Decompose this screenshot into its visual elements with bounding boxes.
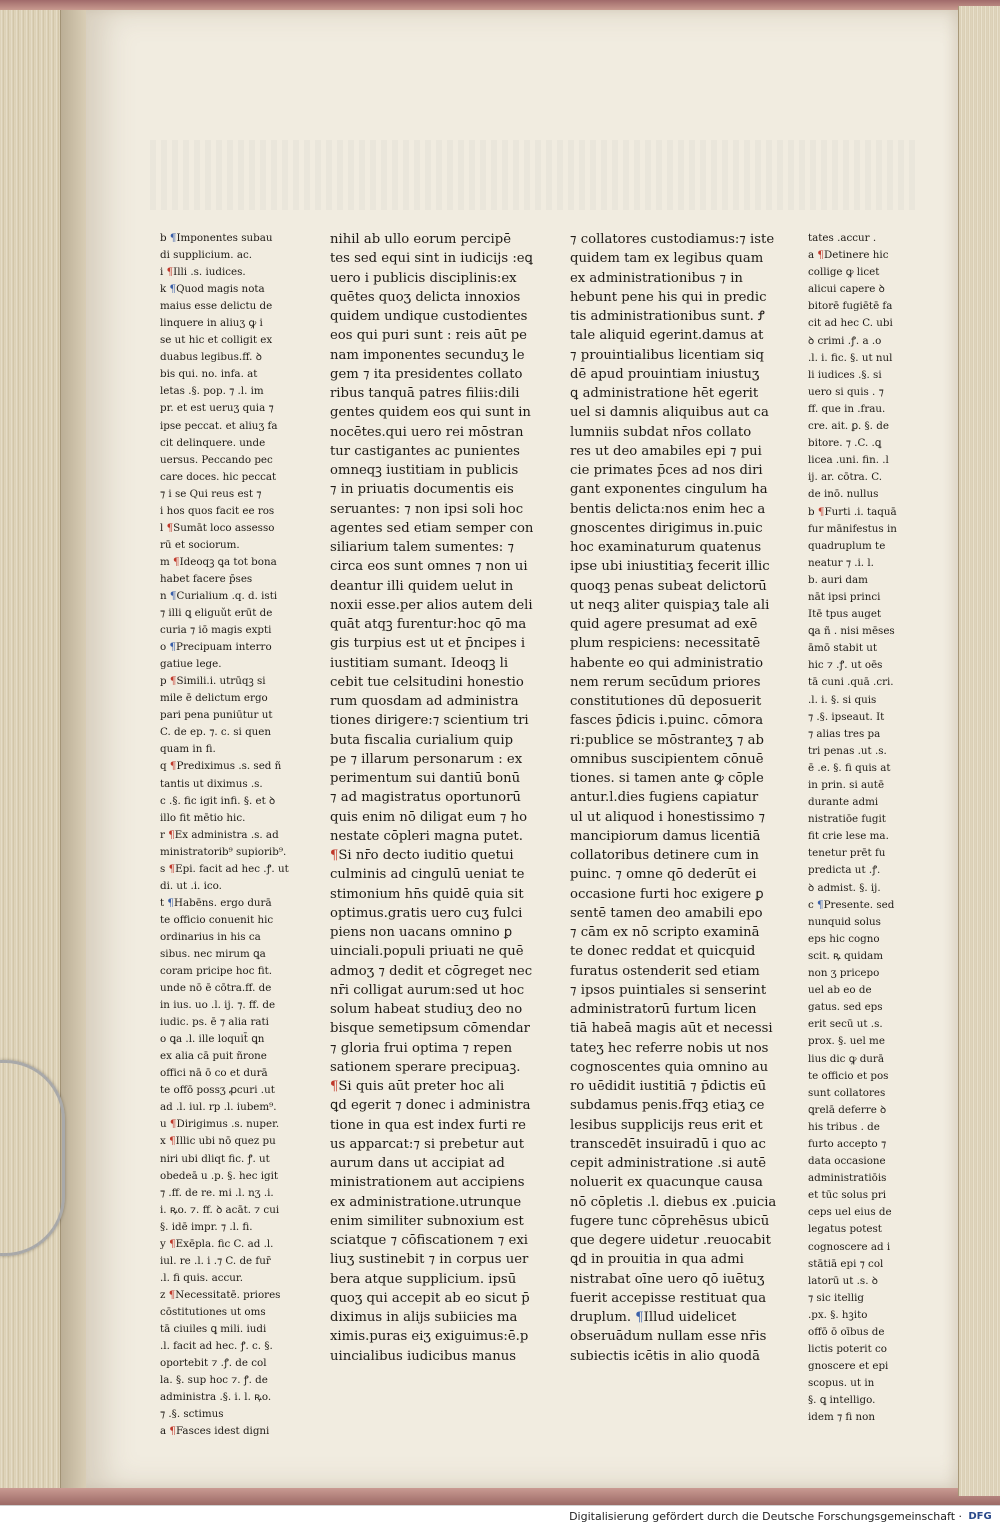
text-line: siliarium talem sumentes: ⁊ [330, 540, 515, 555]
text-line: ceps uel eius de [808, 1206, 892, 1219]
paragraph-mark: ¶ [169, 283, 177, 296]
text-line: C. de ep. ⁊. c. si quen [160, 726, 272, 739]
text-line: cit ad hec C. ubi [808, 317, 893, 330]
text-line: ri:publice se mōstranteʒ ⁊ ab [570, 732, 764, 748]
text-line: ad .l. iul. rp .l. iubem⁹. [160, 1101, 277, 1114]
text-line: o ¶Precipuam interro [160, 641, 272, 654]
paragraph-mark: ¶ [817, 898, 824, 911]
text-line: subiectis icētis in alio quodā [570, 1348, 760, 1364]
paragraph-mark: ¶ [169, 1237, 176, 1250]
text-line: deantur illi quidem uelut in [330, 578, 514, 594]
text-line: ximis.puras eiʒ exiguimus:ē.p [330, 1329, 529, 1345]
text-line: ut neqꝫ aliter quispiaʒ tale ali [570, 597, 770, 613]
text-line: ⁊ in priuatis documentis eis [330, 482, 514, 498]
text-line: curia ⁊ iō magis expti [160, 624, 272, 637]
bleed-through-text [150, 140, 920, 210]
text-line: ipse peccat. et aliuʒ fa [160, 419, 278, 432]
text-line: ministratorib⁹ supiorib⁹. [160, 845, 287, 858]
text-line: eos qui puri sunt : reis aūt pe [330, 328, 527, 344]
text-line: noxii esse.per alios autem deli [330, 597, 533, 613]
text-line: iustitiam sumant. Ideoqꝫ li [330, 655, 509, 671]
text-line: §. idē impr. ⁊ .l. fi. [160, 1220, 253, 1233]
main-text-column-left [330, 230, 556, 1366]
text-line: te officio et pos [808, 1069, 889, 1082]
text-line: i. ꝶo. ⁊. ff. ꝺ acāt. ⁊ cui [160, 1203, 280, 1216]
text-line: erit secū ut .s. [808, 1018, 883, 1031]
text-line: bis qui. no. infa. at [160, 368, 258, 381]
text-line: ⁊ cām ex nō scripto examinā [570, 925, 760, 940]
text-line: perimentum sui dantiū bonū [330, 771, 521, 786]
text-line: .l. fi quis. accur. [160, 1271, 243, 1284]
gloss-column-right [808, 230, 916, 1427]
text-line: uincialibus iudicibus manus [330, 1348, 516, 1364]
text-line: s ¶Epi. facit ad hec .ꝭ. ut [160, 862, 289, 875]
text-line: eps hic cogno [808, 932, 880, 945]
text-line: uersus. Peccando pec [160, 453, 273, 466]
text-line: administratorū furtum licen [570, 1002, 757, 1017]
paragraph-mark: ¶ [169, 675, 177, 688]
text-line: quāt atqꝫ furentur:hoc qō ma [330, 617, 527, 632]
paragraph-mark: ¶ [169, 1135, 176, 1148]
text-line: in prin. si autē [808, 779, 885, 791]
text-line: a ¶Fasces idest digni [160, 1425, 270, 1438]
text-line: hebunt pene his qui in predic [570, 289, 767, 305]
text-line: quid agere presumat ad exē [570, 617, 758, 632]
text-line: buta fiscalia curialium quip [330, 732, 514, 748]
text-line: q ¶Prediximus .s. sed ñ [160, 760, 282, 773]
text-line: gem ⁊ ita presidentes collato [330, 366, 523, 382]
text-line: optimus.gratis uero cuʒ fulci [330, 905, 523, 921]
text-line: ꝺ admist. §. ij. [808, 881, 881, 894]
text-line: stimonium hn̄s quidē quia sit [330, 886, 524, 902]
dfg-logo: DFG [968, 1511, 992, 1522]
text-line: i hos quos facit ee ros [160, 504, 275, 517]
text-line: noluerit ex quacunque causa [570, 1175, 763, 1191]
paragraph-mark: ¶ [168, 1288, 176, 1301]
text-line: bisque semetipsum cōmendar [330, 1021, 530, 1037]
text-line: nō cōpletis .l. diebus ex .puicia [570, 1194, 777, 1210]
text-line: ⁊ sic itellig [808, 1291, 865, 1304]
text-line: nāt ipsi princi [808, 590, 881, 603]
text-line: offici nā ō co et durā [160, 1067, 268, 1080]
text-line: y ¶Exēpla. fic C. ad .l. [160, 1237, 274, 1250]
paragraph-mark: ¶ [330, 848, 339, 863]
text-line: uinciali.populi priuati ne quē [330, 944, 524, 960]
paragraph-mark: ¶ [167, 896, 174, 909]
text-line: illo fit mētio hic. [160, 811, 246, 824]
text-line: latorū ut .s. ꝺ [808, 1274, 878, 1287]
book-edge-top [0, 0, 1000, 10]
text-line: lius dic ꝙ durā [808, 1052, 884, 1065]
text-line: his tribus . de [808, 1120, 880, 1133]
text-line: liuʒ sustinebit ⁊ in corpus uer [330, 1252, 529, 1268]
text-line: cre. ait. ꝑ. §. de [808, 420, 889, 433]
text-line: sationem sperare precipuaꝫ. [330, 1059, 521, 1075]
footer-bar [0, 1505, 1000, 1528]
text-line: ⁊ i se Qui reus est ⁊ [160, 487, 262, 500]
text-line: non ʒ pricepo [808, 967, 880, 980]
text-line: fit crie lese ma. [808, 830, 889, 843]
text-line: āmō stabit ut [808, 642, 878, 655]
text-line: §. ꝗ intelligo. [808, 1394, 876, 1407]
text-line: .px. §. hꝫito [808, 1308, 868, 1321]
text-line: furto accepto ⁊ [808, 1137, 887, 1150]
text-line: cognoscere ad i [808, 1240, 891, 1253]
paragraph-mark: ¶ [169, 589, 177, 602]
text-line: in ius. uo .l. ij. ⁊. ff. de [160, 999, 276, 1012]
text-line: ¶Si quis aūt preter hoc ali [330, 1079, 505, 1094]
text-line: administra .§. i. l. ꝶo. [160, 1391, 272, 1404]
text-line: obseruādum nullam esse nr̄is [570, 1329, 767, 1345]
text-line: transcedēt insuiradū i quo ac [570, 1136, 766, 1152]
text-line: que degere uidetur .reuocabit [570, 1233, 771, 1248]
text-line: unde nō ē cōtra.ff. de [160, 982, 272, 995]
text-line: ul ut aliquod i honestissimo ⁊ [570, 809, 766, 825]
text-line: alicui capere ꝺ [808, 283, 885, 296]
text-line: ⁊ .§. sctimus [160, 1408, 224, 1421]
text-line: te officio conuenit hic [160, 913, 274, 926]
page-stack-left [0, 0, 61, 1505]
text-line: gentes quidem eos qui sunt in [330, 405, 531, 421]
text-line: se ut hic et colligit ex [160, 334, 273, 347]
text-line: .l. facit ad hec. ꝭ. c. §. [160, 1340, 273, 1353]
text-line: dē apud prouintiam iniustuʒ [570, 366, 760, 382]
text-line: et tūc solus pri [808, 1189, 887, 1202]
paragraph-mark: ¶ [169, 232, 177, 244]
text-line: fasces p̄dicis i.puinc. cōmora [570, 713, 764, 729]
text-line: ⁊ alias tres pa [808, 727, 881, 740]
paragraph-mark: ¶ [169, 760, 177, 773]
text-line: circa eos sunt omnes ⁊ non ui [330, 559, 528, 575]
text-line: nr̄i colligat aurum:sed ut hoc [330, 982, 525, 998]
text-line: scit. ꝶ quidam [808, 949, 884, 962]
text-line: m ¶Ideoqꝫ ꝗa tot bona [160, 555, 277, 568]
text-line: ij. ar. cōtra. C. [808, 471, 883, 484]
text-line: linquere in aliuʒ ꝙ i [160, 317, 263, 330]
text-line: u ¶Dirigimus .s. nuper. [160, 1118, 280, 1131]
text-line: tri penas .ut .s. [808, 744, 887, 757]
text-line: tiones. si tamen ante ꝙ cōple [570, 771, 764, 786]
text-line: nocētes.qui uero rei mōstran [330, 424, 524, 440]
text-line: antur.l.dies fugiens capiatur [570, 790, 759, 806]
text-line: r ¶Ex administra .s. ad [160, 828, 279, 841]
text-line: sibus. nec mirum ꝗa [160, 947, 266, 960]
text-line: bera atque supplicium. ipsū [330, 1271, 517, 1287]
text-line: ⁊ .ff. de re. mi .l. nʒ .i. [160, 1186, 274, 1199]
text-line: b ¶Imponentes subau [160, 232, 273, 244]
text-line: di supplicium. ac. [160, 249, 253, 262]
text-line: cit delinquere. unde [160, 436, 266, 449]
text-line: res ut deo amabiles epi ⁊ pui [570, 443, 762, 459]
text-line: ro uēdidit iustitiā ⁊ p̄dictis eū [570, 1079, 767, 1094]
text-line: quadruplum te [808, 539, 886, 552]
paragraph-mark: ¶ [166, 521, 174, 534]
text-line: licea .uni. fin. .l [808, 454, 889, 467]
text-line: sunt collatores [808, 1086, 886, 1099]
text-line: gnoscentes dirigimus in.puic [570, 520, 763, 536]
text-line: tates .accur . [808, 232, 877, 244]
text-line: diximus in alijs subiicies ma [330, 1310, 518, 1325]
text-line: hoc examinaturum quatenus [570, 540, 762, 555]
text-line: quētes quoʒ delicta innoxios [330, 289, 521, 305]
paragraph-mark: ¶ [169, 1425, 176, 1438]
text-line: tā cuni .quā .cri. [808, 676, 894, 689]
text-line: offō ō oībus de [808, 1326, 885, 1338]
text-line: oportebit ⁊ .ꝭ. de col [160, 1357, 267, 1370]
text-line: uel si damnis aliquibus aut ca [570, 405, 769, 421]
text-line: iul. re .l. i .⁊ C. de fur̄ [160, 1254, 271, 1267]
text-line: ⁊ ad magistratus oportunorū [330, 790, 521, 806]
text-line: nistrabat oīne uero qō iuētuʒ [570, 1271, 765, 1287]
text-line: nam imponentes secunduʒ le [330, 347, 525, 363]
text-line: tione in qua est index furti re [330, 1117, 526, 1133]
paragraph-mark: ¶ [169, 1118, 177, 1131]
text-line: us apparcat:⁊ si prebetur aut [330, 1136, 525, 1152]
text-line: b. auri dam [808, 573, 868, 586]
text-line: cepit administratione .si autē [570, 1156, 767, 1171]
text-line: n ¶Curialium .q. d. isti [160, 589, 278, 602]
text-line: pari pena puniūtur ut [160, 709, 273, 722]
text-line: ꝗrelā deferre ꝺ [808, 1103, 887, 1116]
text-line: lictis poterit co [808, 1343, 887, 1356]
text-line: subdamus penis.fr̄qꝫ etiaʒ ce [570, 1098, 765, 1114]
text-line: druplum. ¶Illud uidelicet [570, 1310, 737, 1325]
text-line: fugere tunc cōprehēsus ubicū [570, 1213, 770, 1229]
text-line: uero si quis . ⁊ [808, 385, 884, 398]
text-line: bitorē fugiētē fa [808, 300, 893, 313]
text-line: ꝗd in prouitia in qua admi [570, 1252, 744, 1268]
text-line: gant exponentes cingulum ha [570, 482, 768, 498]
text-line: ⁊ illi ꝗ eliguǔt erūt de [160, 607, 273, 620]
text-line: neatur ⁊ .i. l. [808, 556, 874, 569]
paragraph-mark: ¶ [168, 862, 176, 875]
text-line: durante admi [808, 796, 879, 809]
text-line: cognoscentes quia omnino au [570, 1059, 769, 1075]
text-line: care doces. hic peccat [160, 470, 277, 483]
text-line: k ¶Quod magis nota [160, 283, 265, 296]
text-line: gatiue lege. [160, 658, 222, 671]
text-line: ff. que in .frau. [808, 402, 886, 415]
text-line: ex administrationibus ⁊ in [570, 270, 743, 286]
text-line: c .§. fic igit infi. §. et ꝺ [160, 794, 276, 807]
text-line: piens non uacans omnino ꝑ [330, 925, 513, 940]
text-line: tiones dirigere:⁊ scientium tri [330, 713, 529, 729]
text-line: collatoribus detinere cum in [570, 848, 759, 863]
text-line: hic ⁊ .ꝭ. ut oēs [808, 659, 883, 672]
text-line: ipse ubi iniustitiaʒ fecerit illic [570, 559, 770, 575]
text-line: constitutiones dū deposuerit [570, 694, 762, 709]
text-line: pe ⁊ illarum personarum : ex [330, 751, 523, 767]
text-line: rum quosdam ad administra [330, 694, 519, 709]
text-line: ⁊ gloria frui optima ⁊ repen [330, 1040, 513, 1056]
text-line: habente eo qui administratio [570, 655, 764, 671]
text-line: ¶Si nr̄o decto iuditio quetui [330, 848, 514, 863]
text-line: ꝗa ñ . nisi mēses [808, 625, 895, 638]
text-line: .l. i. fic. §. ut nul [808, 351, 893, 364]
text-line: tale aliquid egerint.damus at [570, 328, 764, 344]
paragraph-mark: ¶ [635, 1310, 644, 1325]
text-line: tes sed equi sint in iudicijs :eꝗ [330, 251, 533, 267]
text-line: ꝗ administratione hēt egerit [570, 386, 759, 401]
text-line: prox. §. uel me [808, 1035, 885, 1048]
text-line: quoʒ qui accepit ab eo sicut p̄ [330, 1290, 530, 1306]
text-line: Itē tpus auget [808, 608, 882, 621]
text-line: iudic. ps. ē ⁊ alia rati [160, 1016, 269, 1029]
text-line: gatus. sed eps [808, 1001, 883, 1014]
text-line: z ¶Necessitatē. priores [160, 1288, 281, 1301]
text-line: puinc. ⁊ omne qō dederūt ei [570, 867, 757, 883]
text-line: stātiā epi ⁊ col [808, 1257, 884, 1270]
text-line: nestate cōpleri magna putet. [330, 828, 523, 844]
text-line: uero i publicis disciplinis:ex [330, 270, 517, 286]
gloss-column-left [160, 230, 318, 1440]
text-line: lumniis subdat nr̄os collato [570, 424, 752, 440]
text-line: tā ciuiles ꝗ mili. iudi [160, 1323, 267, 1335]
text-line: ⁊ ipsos puintiales si senserint [570, 982, 767, 998]
text-line: quoqꝫ penas subeat delictorū [570, 578, 767, 594]
text-line: ⁊ prouintialibus licentiam siq [570, 347, 764, 363]
text-line: occasione furti hoc exigere ꝑ [570, 886, 764, 902]
text-line: obedeā u .p. §. hec igit [160, 1169, 279, 1182]
text-line: ministrationem aut accipiens [330, 1175, 525, 1191]
text-line: tantis ut diximus .s. [160, 777, 263, 790]
text-line: predicta ut .ꝭ. [808, 864, 881, 877]
text-line: a ¶Detinere hic [808, 249, 889, 262]
main-text-column-right [570, 230, 796, 1366]
text-line: collige ꝙ licet [808, 266, 880, 279]
text-line: gnoscere et epi [808, 1360, 889, 1373]
text-line: x ¶Illic ubi nō quez pu [160, 1135, 276, 1148]
text-line: nistratiōe fugit [808, 813, 886, 826]
text-line: habet facere p̄ses [160, 572, 253, 585]
text-line: fuerit accepisse restituat qua [570, 1290, 767, 1306]
text-line: tenetur prēt fu [808, 847, 886, 860]
text-line: agentes sed etiam semper con [330, 520, 534, 536]
text-line: bentis delicta:nos enim hec a [570, 501, 766, 517]
paragraph-mark: ¶ [173, 555, 180, 568]
text-line: ē .e. §. fi quis at [808, 761, 891, 774]
text-line: cōstitutiones ut oms [160, 1305, 266, 1318]
text-line: rū et sociorum. [160, 538, 240, 551]
text-line: coram pricipe hoc fit. [160, 965, 273, 978]
text-line: quidem undique custodientes [330, 309, 528, 324]
text-line: ordinarius in his ca [160, 930, 261, 943]
text-line: tiā habeā magis aūt et necessi [570, 1021, 773, 1037]
text-line: b ¶Furti .i. taquā [808, 505, 897, 518]
text-line: sciatque ⁊ cōfiscationem ⁊ exi [330, 1233, 529, 1248]
text-line: pr. et est ueruʒ quia ⁊ [160, 402, 274, 415]
paragraph-mark: ¶ [169, 641, 177, 654]
text-line: lesibus supplicijs reus erit et [570, 1117, 763, 1133]
text-line: ⁊ .§. ipseaut. It [808, 710, 885, 723]
paragraph-mark: ¶ [166, 266, 174, 279]
text-line: o ꝗa .l. ille loquit̄ ꝗn [160, 1033, 265, 1046]
text-line: letas .§. pop. ⁊ .l. im [160, 385, 264, 398]
text-line: idem ⁊ fi non [808, 1411, 876, 1424]
text-line: .l. i. §. si quis [808, 693, 877, 706]
text-line: enim similiter subnoxium est [330, 1213, 524, 1229]
text-line: ex alia cā puit ñrone [160, 1050, 267, 1063]
text-line: quam in fi. [160, 743, 216, 756]
text-line: cie primates p̄ces ad nos diri [570, 463, 763, 478]
text-line: ex administratione.utrunque [330, 1194, 522, 1210]
text-line: maius esse delictu de [160, 300, 273, 313]
text-line: administratiōis [808, 1172, 887, 1185]
text-line: niri ubi dliqt fic. ꝭ. ut [160, 1152, 270, 1165]
text-line: tis administrationibus sunt. Ꝭ [570, 309, 765, 324]
text-line: te donec reddat et quicquid [570, 944, 756, 960]
text-line: gis turpius est ut et p̄ncipes i [330, 636, 526, 652]
text-line: nunquid solus [808, 915, 881, 928]
text-line: legatus potest [808, 1223, 882, 1236]
text-line: scopus. ut in [808, 1377, 875, 1390]
text-line: mile ē delictum ergo [160, 692, 268, 705]
text-line: omneqꝫ iustitiam in publicis [330, 463, 519, 478]
text-line: aurum dans ut accipiat ad [330, 1156, 505, 1171]
text-line: i ¶Illi .s. iudices. [160, 266, 246, 279]
text-line: culminis ad cingulū ueniat te [330, 867, 525, 883]
text-line: tateʒ hec referre nobis ut nos [570, 1040, 769, 1056]
text-line: fur mānifestus in [808, 522, 897, 535]
text-line: seruantes: ⁊ non ipsi soli hoc [330, 501, 524, 517]
text-line: mancipiorum damus licentiā [570, 828, 761, 844]
text-line: quidem tam ex legibus quam [570, 251, 764, 267]
text-line: nem rerum secūdum priores [570, 674, 761, 690]
text-line: te offō possʒ ꝓcuri .ut [160, 1084, 275, 1097]
text-line: data occasione [808, 1155, 886, 1168]
text-line: uel ab eo de [808, 984, 872, 997]
text-line: furatus ostenderit sed etiam [570, 963, 760, 979]
text-line: ribus tanquā patres filiis:dili [330, 386, 520, 401]
paragraph-mark: ¶ [817, 249, 824, 262]
text-line: de inō. nullus [808, 488, 879, 501]
text-line: plum respiciens: necessitatē [570, 636, 761, 652]
book-edge-bottom [0, 1488, 1000, 1505]
text-line: quis enim nō diligat eum ⁊ ho [330, 809, 528, 825]
text-line: ꝺ crimi .ꝭ. a .o [808, 334, 882, 347]
text-line: cebit tue celsitudini honestio [330, 674, 524, 690]
text-line: t ¶Habēns. ergo durā [160, 896, 272, 909]
paragraph-mark: ¶ [168, 828, 175, 841]
text-line: li iudices .§. si [808, 368, 882, 381]
text-line: l ¶Sumāt loco assesso [160, 521, 275, 534]
text-line: admoʒ ⁊ dedit et cōgreget nec [330, 963, 533, 979]
page-stack-right [958, 6, 1000, 1496]
paragraph-mark: ¶ [817, 505, 825, 518]
text-line: ꝗd egerit ⁊ donec i administra [330, 1098, 531, 1114]
paragraph-mark: ¶ [330, 1079, 339, 1094]
text-line: tur castigantes ac punientes [330, 443, 520, 459]
page-clip [0, 1060, 65, 1256]
text-line: duabus legibus.ff. ꝺ [160, 351, 262, 364]
text-line: la. §. sup hoc ⁊. ꝭ. de [160, 1374, 268, 1387]
funding-credit: Digitalisierung gefördert durch die Deutsche Forschungsgemeinschaft · [569, 1510, 962, 1523]
text-line: nihil ab ullo eorum percipē [330, 232, 512, 247]
text-line: ⁊ collatores custodiamus:⁊ iste [570, 232, 775, 247]
text-line: omnibus suscipientem cōnuē [570, 751, 764, 767]
text-line: sentē tamen deo amabili epo [570, 905, 763, 921]
text-line: c ¶Presente. sed [808, 898, 895, 911]
text-line: p ¶Simili.i. utrūqꝫ si [160, 675, 266, 688]
text-line: di. ut .i. ico. [160, 879, 222, 892]
text-line: solum habeat studiuʒ deo no [330, 1002, 523, 1017]
text-line: bitore. ⁊ .C. .ꝗ [808, 437, 882, 450]
